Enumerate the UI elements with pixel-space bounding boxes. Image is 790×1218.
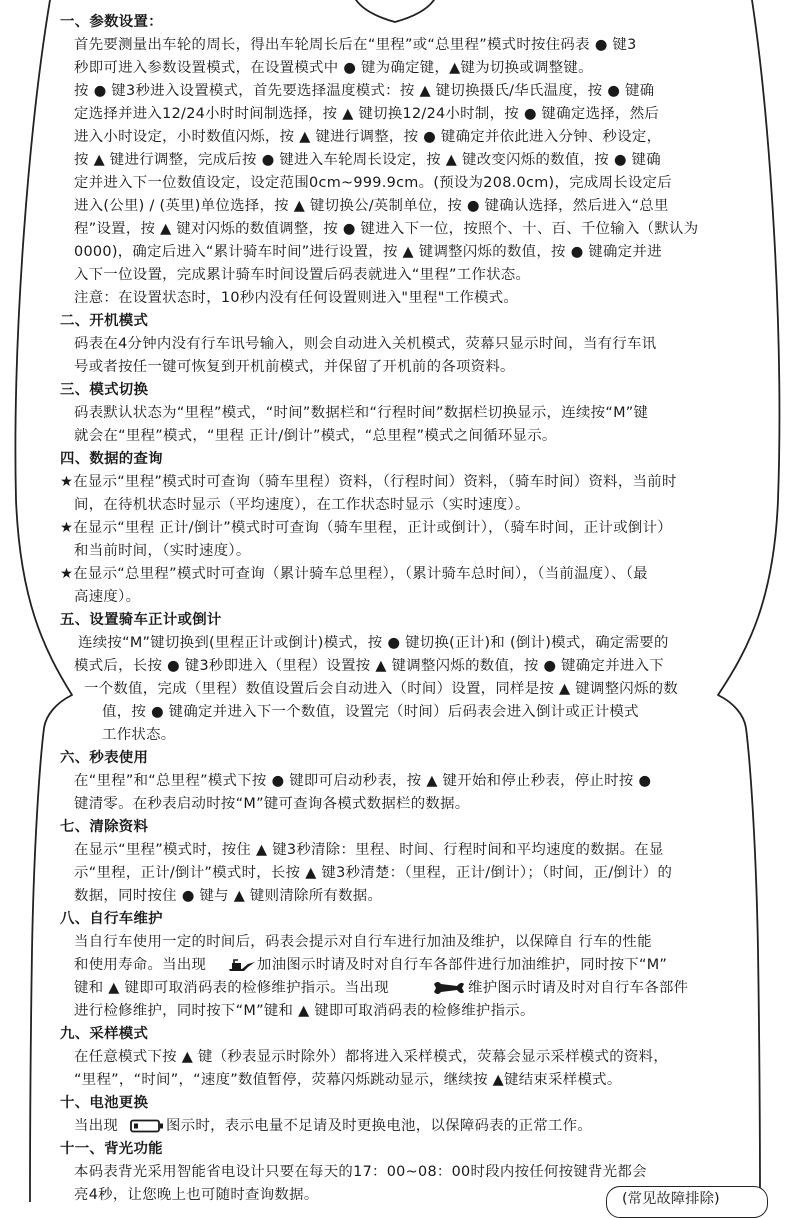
paragraph-line: 定选择并进入12/24小时时间制选择，按 ▲ 键切换12/24小时制，按 ● 键确定选择，然后: [74, 106, 660, 122]
section-heading: 二、开机模式: [60, 313, 149, 329]
paragraph-line: 亮4秒，让您晚上也可随时查询数据。: [74, 1187, 319, 1203]
paragraph-line: 图示时，表示电量不足请及时更换电池，以保障码表的正常工作。: [166, 1118, 593, 1134]
paragraph-line: 按 ● 键3秒进入设置模式，首先要选择温度模式：按 ▲ 键切换摄氏/华氏温度，按 ● 键确: [74, 83, 655, 99]
paragraph-line: 和使用寿命。当出现: [74, 957, 207, 973]
paragraph-line: ★在显示“里程”模式时可查询（骑车里程）资料，（行程时间）资料，（骑车时间）资料，当前时: [60, 474, 677, 490]
paragraph-line: 进入(公里) / (英里)单位选择，按 ▲ 键切换公/英制单位，按 ● 键确认选择，然后进入“总里: [74, 198, 669, 214]
paragraph-line: 高速度）。: [74, 589, 141, 605]
paragraph-line: 模式后，长按 ● 键3秒即进入（里程）设置按 ▲ 键调整闪烁的数值，按 ● 键确定并进入下: [74, 658, 664, 674]
paragraph-line: 加油图示时请及时对自行车各部件进行加油维护，同时按下“M”: [257, 957, 668, 973]
paragraph-line: 程”设置，按 ▲ 键对闪烁的数值调整，按 ● 键进入下一位，按照个、十、百、千位输入（默认为: [74, 221, 699, 237]
paragraph-line: 维护图示时请及时对自行车各部件: [468, 980, 689, 996]
section-heading: 一、参数设置：: [60, 14, 163, 30]
paragraph-line: 示“里程，正计/倒计”模式时，长按 ▲ 键3秒清楚：（里程，正计/倒计）；（时间，正/倒计）的: [74, 865, 673, 881]
section-heading: 七、清除资料: [60, 819, 149, 835]
paragraph-line: 秒即可进入参数设置模式，在设置模式中 ● 键为确定键，▲键为切换或调整键。: [74, 60, 593, 76]
section-heading: 八、自行车维护: [60, 911, 163, 927]
note-line: 注意：在设置状态时，10秒内没有任何设置则进入"里程"工作模式。: [74, 290, 519, 306]
left-outline: [15, 0, 72, 1202]
right-outline: [718, 0, 779, 1202]
paragraph-line: ★在显示“总里程”模式时可查询（累计骑车总里程），（累计骑车总时间），（当前温度）、（最: [60, 566, 648, 582]
paragraph-line: 当出现: [74, 1118, 119, 1134]
section-heading: 十、电池更换: [60, 1095, 149, 1111]
paragraph-line: 在显示“里程”模式时，按住 ▲ 键3秒清除：里程、时间、行程时间和平均速度的数据。在显: [74, 842, 664, 858]
paragraph-line: 进入小时设定，小时数值闪烁，按 ▲ 键进行调整，按 ● 键确定并依此进入分钟、秒设定，: [74, 129, 662, 145]
paragraph-line: 码表默认状态为“里程”模式，“时间”数据栏和“行程时间”数据栏切换显示，连续按“M”键: [74, 405, 649, 421]
section-heading: 三、模式切换: [60, 382, 149, 398]
next-section-label: (常见故障排除): [622, 1191, 720, 1207]
wrench-icon: [432, 980, 466, 996]
section-heading: 四、数据的查询: [60, 451, 163, 467]
paragraph-line: 当自行车使用一定的时间后，码表会提示对自行车进行加油及维护，以保障自 行车的性能: [74, 934, 652, 950]
paragraph-line: ★在显示“里程 正计/倒计”模式时可查询（骑车里程，正计或倒计），（骑车时间，正计或倒计）: [60, 520, 672, 536]
paragraph-line: 号或者按任一键可恢复到开机前模式，并保留了开机前的各项资料。: [74, 359, 515, 375]
section-heading: 六、秒表使用: [60, 750, 149, 766]
section-heading: 九、采样模式: [60, 1026, 149, 1042]
paragraph-line: 键清零。在秒表启动时按“M”键可查询各模式数据栏的数据。: [74, 796, 470, 812]
paragraph-line: 键和 ▲ 键即可取消码表的检修维护指示。当出现: [74, 980, 389, 996]
paragraph-line: 码表在4分钟内没有行车讯号输入，则会自动进入关机模式，荧幕只显示时间，当有行车讯: [74, 336, 657, 352]
paragraph-line: “里程”，“时间”，“速度”数值暂停，荧幕闪烁跳动显示，继续按 ▲键结束采样模式。: [74, 1072, 622, 1088]
paragraph-line: 进行检修维护，同时按下“M”键和 ▲ 键即可取消码表的检修维护指示。: [74, 1003, 535, 1019]
paragraph-line: 连续按“M”键切换到(里程正计或倒计)模式，按 ● 键切换(正计)和 (倒计)模式，确定需要的: [78, 635, 669, 651]
paragraph-line: 入下一位设置，完成累计骑车时间设置后码表就进入“里程”工作状态。: [74, 267, 531, 283]
paragraph-line: 按 ▲ 键进行调整，完成后按 ● 键进入车轮周长设定，按 ▲ 键改变闪烁的数值，按 ● 键确: [74, 152, 661, 168]
paragraph-line: 本码表背光采用智能省电设计只要在每天的17：00~08：00时段内按任何按键背光都会: [74, 1164, 647, 1180]
paragraph-line: 值，按 ● 键确定并进入下一个数值，设置完（时间）后码表会进入倒计或正计模式: [102, 704, 639, 720]
top-notch-outline: [356, 0, 434, 22]
battery-icon: [130, 1119, 164, 1133]
paragraph-line: 和当前时间，（实时速度）。: [74, 543, 251, 559]
paragraph-line: 间，在待机状态时显示（平均速度），在工作状态时显示（实时速度）。: [74, 497, 530, 513]
section-heading: 五、设置骑车正计或倒计: [60, 612, 222, 628]
oil-can-icon: [226, 956, 256, 974]
paragraph-line: 一个数值，完成（里程）数值设置后会自动进入（时间）设置，同样是按 ▲ 键调整闪烁的数: [84, 681, 679, 697]
section-heading: 十一、背光功能: [60, 1141, 163, 1157]
paragraph-line: 就会在“里程”模式，“里程 正计/倒计”模式，“总里程”模式之间循环显示。: [74, 428, 557, 444]
paragraph-line: 数据，同时按住 ● 键与 ▲ 键则清除所有数据。: [74, 888, 383, 904]
paragraph-line: 定并进入下一位数值设定，设定范围0cm~999.9cm。(预设为208.0cm)，完成周长设定后: [74, 175, 672, 191]
paragraph-line: 工作状态。: [102, 727, 176, 743]
paragraph-line: 在任意模式下按 ▲ 键（秒表显示时除外）都将进入采样模式，荧幕会显示采样模式的资料，: [74, 1049, 669, 1065]
paragraph-line: 0000)，确定后进入“累计骑车时间”进行设置，按 ▲ 键调整闪烁的数值，按 ● 键确定并进: [74, 244, 662, 260]
paragraph-line: 首先要测量出车轮的周长，得出车轮周长后在“里程”或“总里程”模式时按住码表 ● 键3: [74, 37, 637, 53]
paragraph-line: 在“里程”和“总里程”模式下按 ● 键即可启动秒表，按 ▲ 键开始和停止秒表，停止时按 ●: [74, 773, 652, 789]
